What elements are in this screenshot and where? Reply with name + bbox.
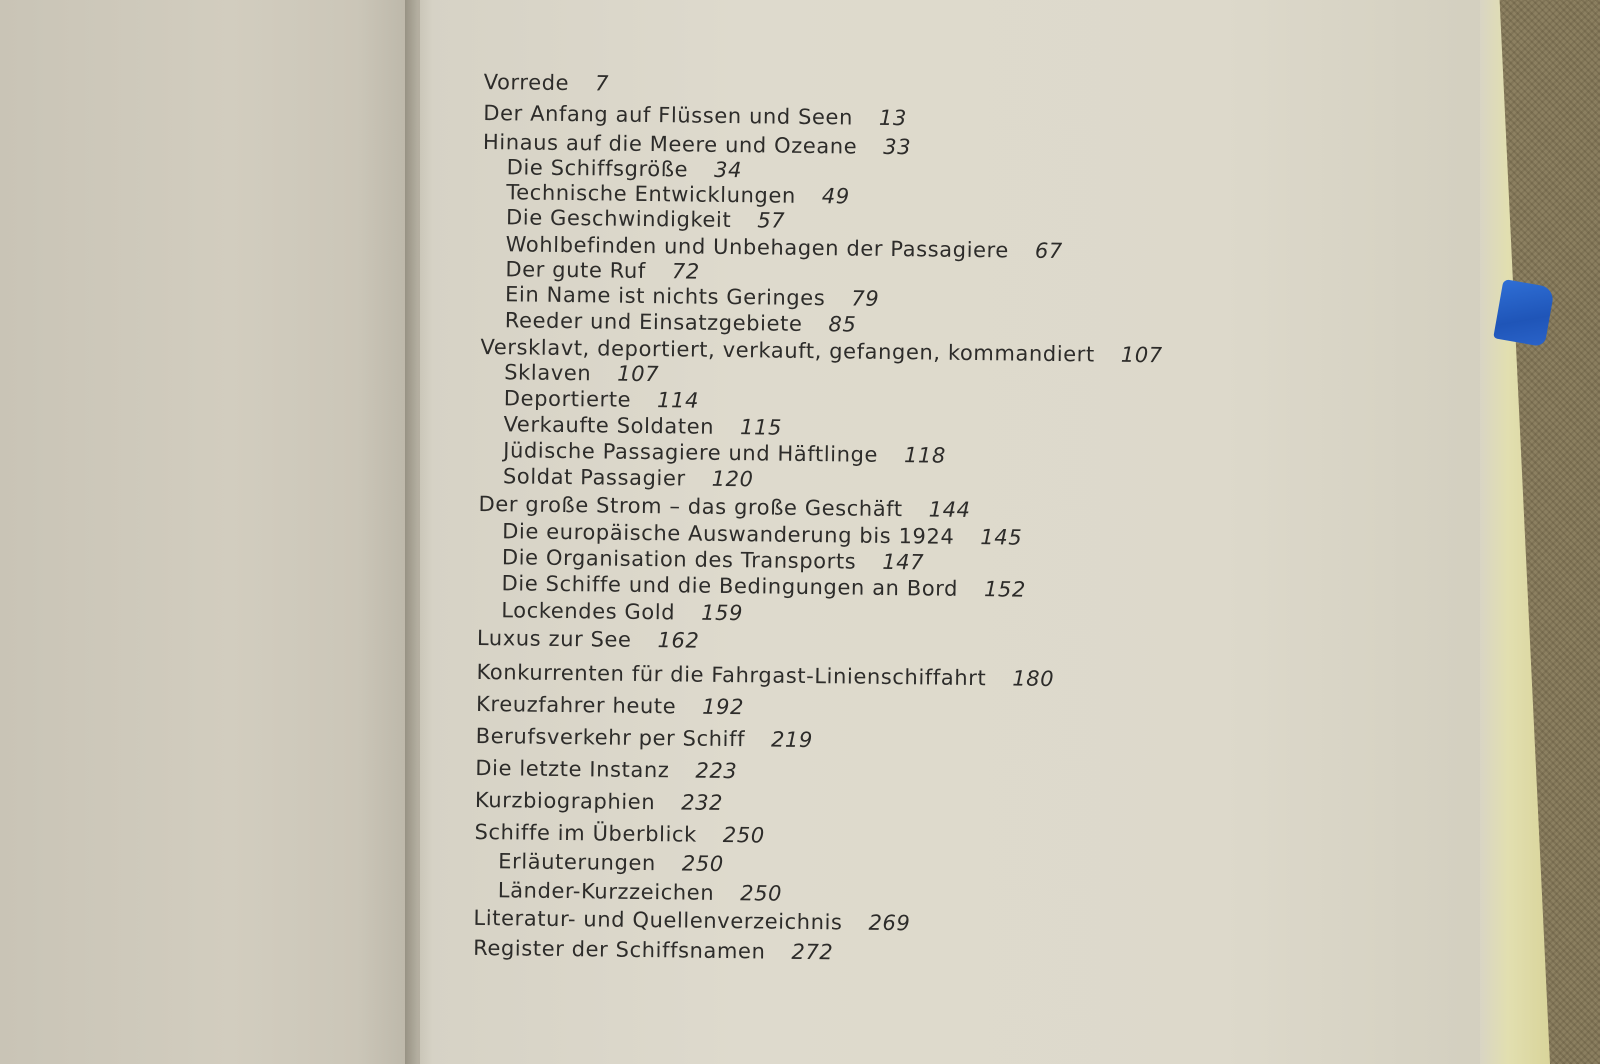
toc-entry (505, 308, 857, 336)
toc-page: 107 (1120, 342, 1163, 368)
toc-title: Kreuzfahrer heute (475, 691, 677, 719)
toc-title: Der gute Ruf (505, 257, 647, 283)
toc-page: 114 (656, 388, 700, 413)
toc-page: 7 (594, 71, 610, 96)
toc-entry (484, 70, 610, 96)
toc-page: 72 (671, 259, 700, 284)
toc-title: Die Geschwindigkeit (505, 205, 732, 233)
toc-title: Lockendes Gold (501, 598, 676, 625)
toc-page: 219 (770, 727, 814, 753)
toc-page: 13 (878, 105, 908, 131)
toc-entry (476, 724, 813, 752)
toc-title: Verkaufte Soldaten (503, 412, 715, 439)
toc-title: Technische Entwicklungen (506, 180, 797, 208)
toc-title: Konkurrenten für die Fahrgast-Linienschiffahrt (476, 659, 987, 691)
toc-title: Die letzte Instanz (475, 755, 670, 783)
toc-page: 250 (740, 881, 783, 906)
toc-title: Register der Schiffsnamen (473, 935, 766, 964)
toc-title: Kurzbiographien (474, 787, 656, 815)
toc-page: 85 (828, 312, 857, 337)
toc-title: Soldat Passagier (502, 464, 686, 491)
toc-title: Länder-Kurzzeichen (497, 878, 715, 905)
toc-page: 192 (702, 694, 745, 720)
toc-page: 159 (701, 600, 744, 626)
toc-page: 145 (980, 525, 1023, 550)
toc-page: 144 (928, 497, 971, 522)
toc-title: Sklaven (504, 360, 592, 386)
toc-title: Literatur- und Quellenverzeichnis (473, 905, 843, 935)
toc-entry (475, 788, 723, 815)
toc-title: Die Schiffsgröße (506, 155, 689, 182)
toc-entry (506, 205, 785, 232)
toc-entry (504, 360, 659, 386)
toc-page: 250 (722, 822, 765, 848)
toc-title: Jüdische Passagiere und Häftlinge (503, 438, 879, 467)
toc-page: 34 (713, 157, 743, 183)
toc-page: 57 (757, 208, 786, 233)
toc-title: Die Schiffe und die Bedingungen an Bord (501, 571, 959, 601)
toc-entry (473, 936, 833, 964)
toc-page: 147 (882, 549, 925, 575)
toc-page: 152 (983, 577, 1027, 602)
toc-page: 269 (868, 910, 911, 936)
toc-page: 33 (883, 134, 912, 160)
toc-entry (498, 849, 724, 876)
toc-entry (501, 598, 743, 625)
toc-page: 107 (617, 361, 660, 387)
book-gutter (405, 0, 433, 1064)
toc-page: 180 (1012, 666, 1055, 692)
toc-page: 162 (657, 628, 700, 653)
toc-title: Die Organisation des Transports (501, 545, 857, 574)
toc-entry (498, 878, 783, 905)
toc-title: Der Anfang auf Flüssen und Seen (483, 100, 854, 130)
toc-title: Erläuterungen (498, 849, 657, 876)
toc-title: Schiffe im Überblick (474, 819, 698, 847)
toc-entry (504, 386, 699, 412)
toc-title: Berufsverkehr per Schiff (475, 723, 746, 752)
toc-title: Die europäische Auswanderung bis 1924 (502, 519, 955, 549)
toc-title: Versklavt, deportiert, verkauft, gefangen, kommandiert (480, 334, 1095, 367)
toc-page: 49 (821, 184, 850, 209)
toc-page: 232 (681, 790, 724, 815)
toc-entry (505, 257, 700, 283)
toc-title: Der große Strom – das große Geschäft (478, 491, 903, 522)
toc-entry (474, 820, 764, 848)
toc-entry (503, 412, 782, 439)
toc-page: 118 (903, 443, 947, 468)
left-page (0, 0, 420, 1064)
toc-entry (477, 626, 700, 653)
toc-page: 250 (681, 851, 724, 876)
toc-title: Hinaus auf die Meere und Ozeane (482, 129, 858, 159)
toc-title: Deportierte (503, 386, 632, 412)
toc-entry (503, 464, 754, 491)
toc-title: Wohlbefinden und Unbehagen der Passagiere (505, 232, 1010, 263)
toc-title: Luxus zur See (476, 625, 632, 652)
toc-page: 272 (791, 939, 834, 965)
toc-entry (507, 155, 743, 182)
toc-entry (502, 545, 925, 574)
toc-page: 120 (711, 466, 754, 492)
toc-page: 67 (1034, 238, 1063, 264)
toc-entry (506, 180, 850, 208)
toc-title: Ein Name ist nichts Geringes (504, 282, 826, 311)
toc-entry (505, 282, 879, 311)
toc-page: 223 (695, 758, 738, 784)
bookmark-ribbon (1493, 279, 1555, 347)
toc-page: 115 (739, 415, 783, 440)
toc-entry (483, 101, 907, 130)
toc-entry (476, 692, 744, 719)
toc-page: 79 (851, 286, 880, 311)
toc-title: Reeder und Einsatzgebiete (504, 308, 803, 336)
toc-entry (475, 756, 737, 783)
toc-title: Vorrede (483, 69, 570, 96)
